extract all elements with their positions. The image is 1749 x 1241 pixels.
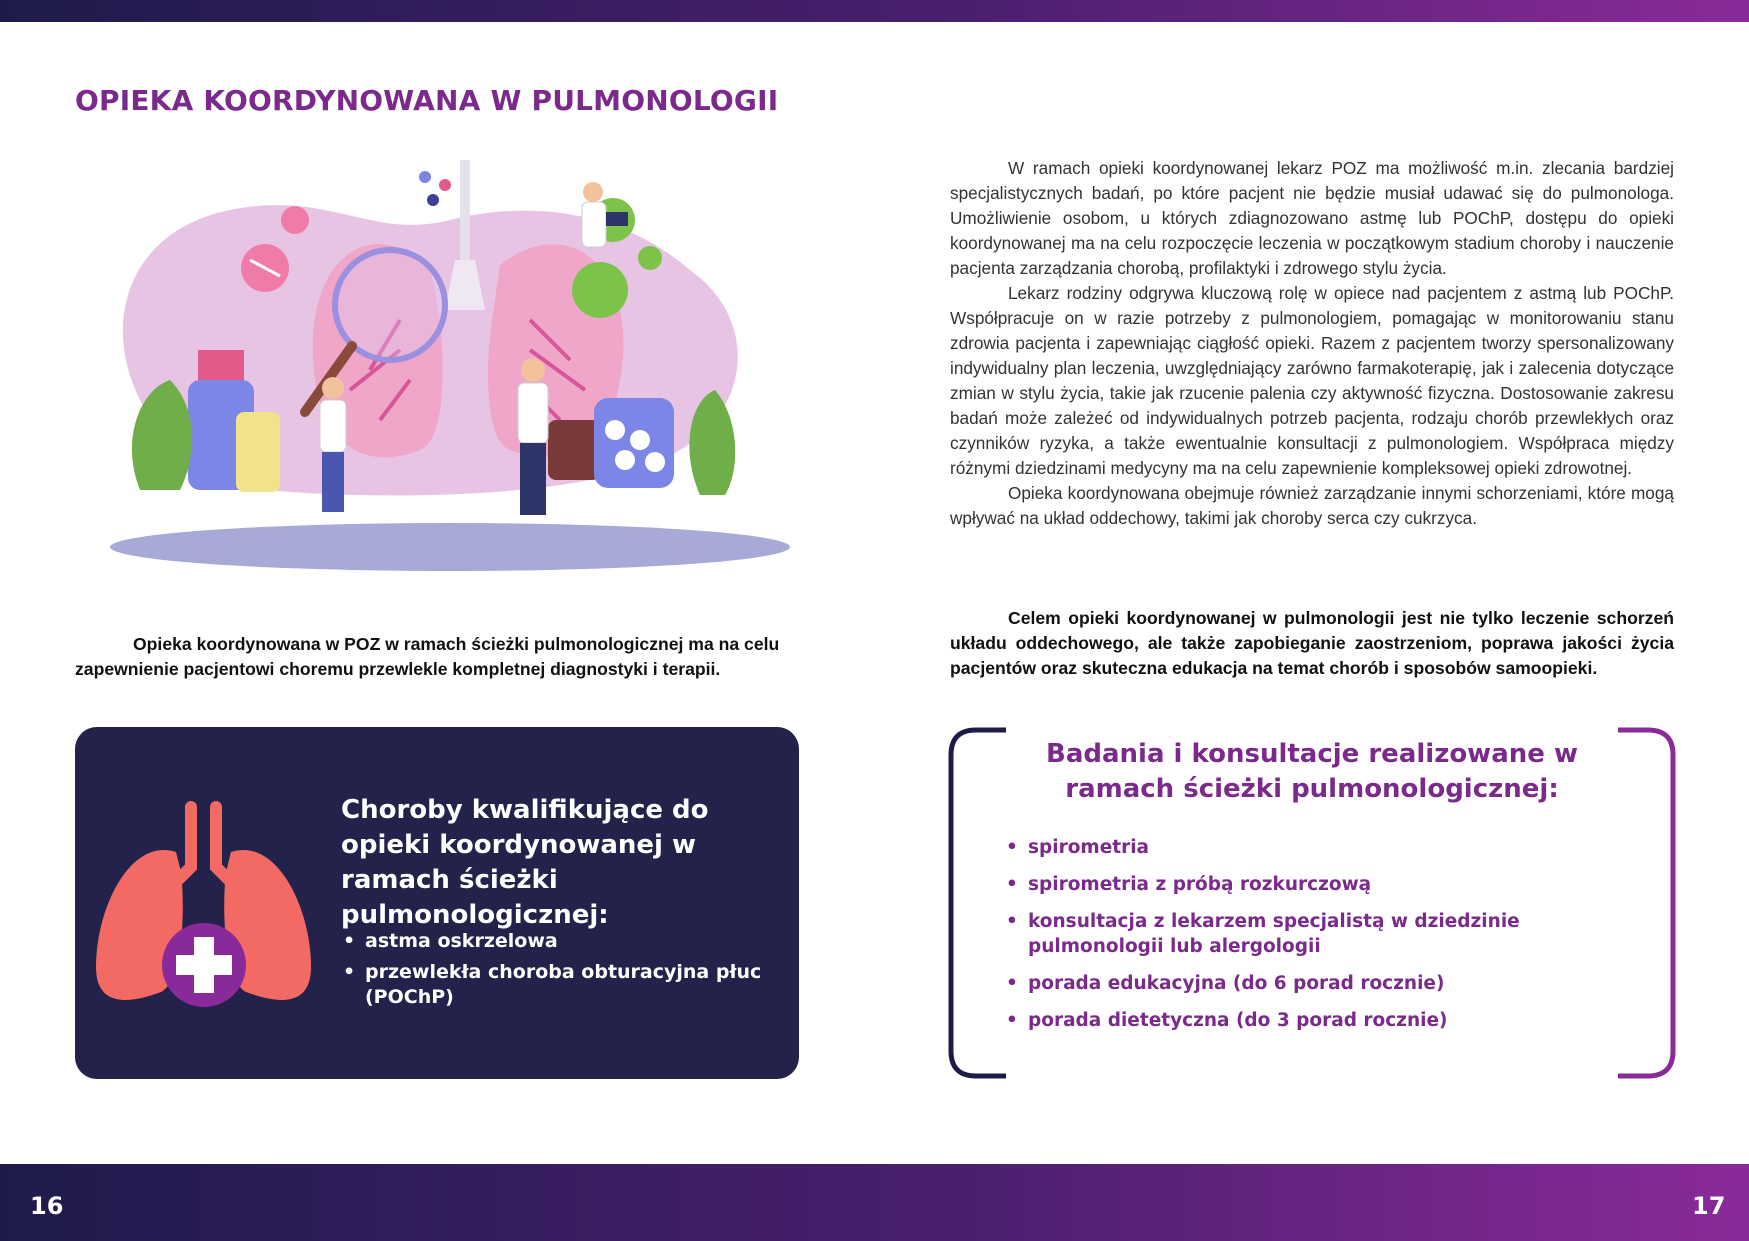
exams-box: [948, 727, 1676, 1079]
intro-paragraph-2: Lekarz rodziny odgrywa kluczową rolę w opiece nad pacjentem z astmą lub POChP. Współpracuje on w razie potrzeby z pulmonologiem, pomagając w monitorowaniu stanu zdrowia pacjenta i zapewniając ciągłość opieki. Razem z pacjentem tworzy spersonalizowany indywidualny plan leczenia, uwzględniający zarówno farmakoterapię, jak i zalecenia dotyczące zmian w stylu życia, takie jak rzucenie palenia czy aktywność fizyczna. Dostosowanie zakresu badań może zależeć od indywidualnych potrzeb pacjenta, rodzaju chorób przewlekłych oraz czynników ryzyka, a także ewentualnie konsultacji z pulmonologiem. Współpraca między różnymi dziedzinami medycyny ma na celu zapewnienie kompleksowej opieki zdrowotnej.: [950, 283, 1674, 478]
pill-icon: [281, 206, 309, 234]
list-item: • spirometria: [1004, 835, 1624, 860]
left-summary-text: Opieka koordynowana w POZ w ramach ścieżki pulmonologicznej ma na celu zapewnienie pacjentowi choremu przewlekle kompletnej diagnostyki i terapii.: [75, 634, 780, 679]
list-item: • astma oskrzelowa: [341, 929, 781, 954]
ground-shadow: [110, 523, 790, 571]
exams-box-title: Badania i konsultacje realizowane w ramach ścieżki pulmonologicznej:: [1046, 739, 1578, 804]
list-item: • spirometria z próbą rozkurczową: [1004, 872, 1624, 897]
page-title: OPIEKA KOORDYNOWANA W PULMONOLOGII: [75, 84, 779, 117]
lungs-plus-icon: [91, 797, 316, 1037]
intro-paragraph-3: Opieka koordynowana obejmuje również zarządzanie innymi schorzeniami, które mogą wpływać na układ oddechowy, takimi jak choroby serca czy cukrzyca.: [950, 483, 1674, 528]
list-item: • konsultacja z lekarzem specjalistą w dziedzinie pulmonologii lub alergologii: [1004, 909, 1624, 959]
right-summary: [950, 606, 1674, 681]
diseases-list: [341, 929, 781, 1016]
page-number-right: 17: [1692, 1192, 1726, 1220]
exams-list: [1004, 835, 1624, 1045]
intro-text: [950, 156, 1674, 531]
bottom-gradient-bar: [0, 1164, 1749, 1241]
intro-paragraph-1: W ramach opieki koordynowanej lekarz POZ ma możliwość m.in. zlecania bardziej specjalistycznych badań, po które pacjent nie będzie musiał udawać się do pulmonologa. Umożliwienie osobom, u których zdiagnozowano astmę lub POChP, dostępu do opieki koordynowanej ma na celu rozpoczęcie leczenia w początkowym stadium choroby i nauczenie pacjenta zarządzania chorobą, profilaktyki i zdrowego stylu życia.: [950, 158, 1674, 278]
top-gradient-bar: [0, 0, 1749, 22]
diseases-box: [75, 727, 799, 1079]
page-number-left: 16: [30, 1192, 64, 1220]
pulmonology-illustration: [100, 150, 800, 580]
diseases-box-title: Choroby kwalifikujące do opieki koordynowanej w ramach ścieżki pulmonologicznej:: [341, 795, 709, 930]
left-summary: [75, 632, 795, 682]
list-item: • porada edukacyjna (do 6 porad rocznie): [1004, 971, 1624, 996]
right-summary-text: Celem opieki koordynowanej w pulmonologii jest nie tylko leczenie schorzeń układu oddechowego, ale także zapobieganie zaostrzeniom, poprawa jakości życia pacjentów oraz skuteczna edukacja na temat chorób i sposobów samoopieki.: [950, 608, 1674, 678]
list-item: • porada dietetyczna (do 3 porad rocznie): [1004, 1008, 1624, 1033]
list-item: • przewlekła choroba obturacyjna płuc (POChP): [341, 960, 781, 1010]
